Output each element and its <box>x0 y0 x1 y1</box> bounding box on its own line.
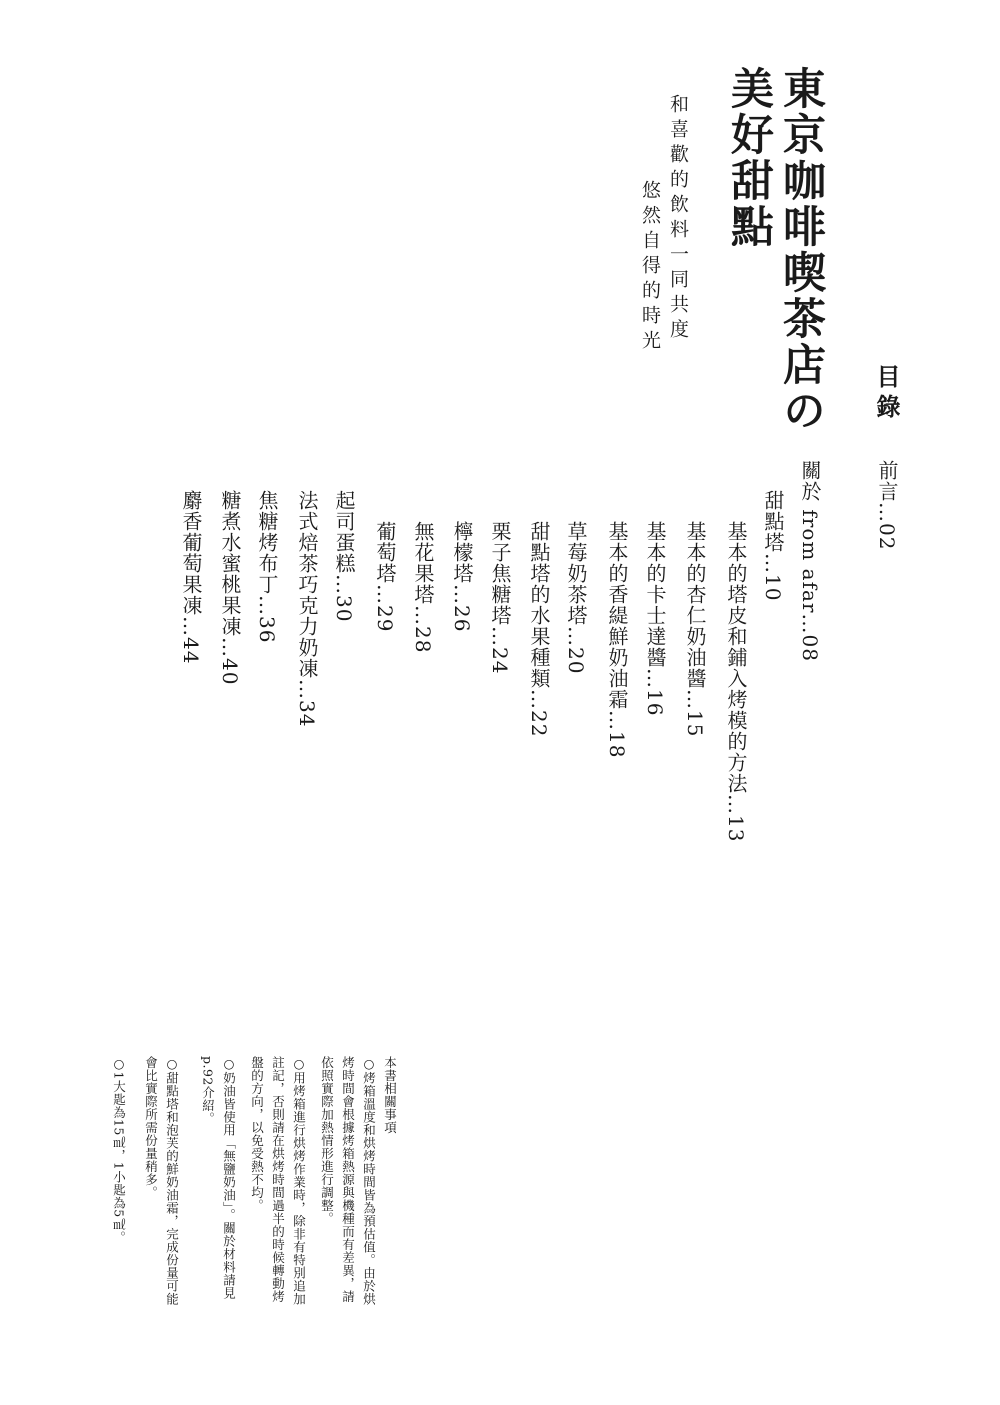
toc-heading: 目錄 <box>872 364 901 424</box>
toc-entry-strawberry-milk-tea-tart[interactable]: 草莓奶茶塔…20 <box>564 521 588 675</box>
notes-line: ○奶油皆使用「無鹽奶油」。關於材料請見 <box>221 1056 237 1300</box>
toc-entry-muscat-jelly[interactable]: 麝香葡萄果凍…44 <box>179 490 203 665</box>
toc-entry-lemon-tart[interactable]: 檸檬塔…26 <box>450 521 474 633</box>
toc-entry-chantilly-cream[interactable]: 基本的香緹鮮奶油霜…18 <box>605 521 629 759</box>
notes-line: 依照實際加熱情形進行調整。 <box>319 1056 335 1225</box>
toc-entry-custard[interactable]: 基本的卡士達醬…16 <box>643 521 667 717</box>
notes-line: ○甜點塔和泡芙的鮮奶油霜，完成份量可能 <box>164 1056 180 1306</box>
toc-entry-preface[interactable]: 前言…02 <box>875 460 899 551</box>
notes-line: ○用烤箱進行烘烤作業時，除非有特別追加 <box>291 1056 307 1306</box>
toc-entry-tart-fruit-types[interactable]: 甜點塔的水果種類…22 <box>527 521 551 738</box>
toc-entry-cheesecake[interactable]: 起司蛋糕…30 <box>332 490 356 623</box>
toc-entry-caramel-pudding[interactable]: 焦糖烤布丁…36 <box>255 490 279 644</box>
toc-entry-almond-cream[interactable]: 基本的杏仁奶油醬…15 <box>683 521 707 738</box>
book-title-line1: 東京咖啡喫茶店の <box>776 66 826 434</box>
notes-line: 盤的方向，以免受熱不均。 <box>249 1056 265 1212</box>
notes-line: ○1大匙為15㎖，1小匙為5㎖。 <box>111 1056 127 1244</box>
notes-line: ○烤箱溫度和烘烤時間皆為預估值。由於烘 <box>361 1056 377 1306</box>
book-subtitle-line1: 和喜歡的飲料一同共度 <box>667 94 689 344</box>
toc-entry-peach-compote-jelly[interactable]: 糖煮水蜜桃果凍…40 <box>218 490 242 686</box>
toc-entry-fig-tart[interactable]: 無花果塔…28 <box>411 521 435 654</box>
book-subtitle-line2: 悠然自得的時光 <box>639 180 661 355</box>
notes-line: 會比實際所需份量稍多。 <box>143 1056 159 1199</box>
toc-entry-basic-tart-crust[interactable]: 基本的塔皮和鋪入烤模的方法…13 <box>724 521 748 843</box>
toc-entry-hojicha-chocolate-panna-cotta[interactable]: 法式焙茶巧克力奶凍…34 <box>295 490 319 728</box>
notes-line: p.92介紹。 <box>200 1056 216 1125</box>
toc-entry-grape-tart[interactable]: 葡萄塔…29 <box>373 521 397 633</box>
toc-entry-chestnut-caramel-tart[interactable]: 栗子焦糖塔…24 <box>488 521 512 675</box>
book-title-line2: 美好甜點 <box>724 66 774 250</box>
notes-line: 烤時間會根據烤箱熱源與機種而有差異，請 <box>340 1056 356 1303</box>
toc-entry-about-from-afar[interactable]: 關於 from afar…08 <box>798 460 822 662</box>
notes-heading: 本書相關事項 <box>382 1056 398 1134</box>
notes-line: 註記，否則請在烘烤時間過半的時候轉動烤 <box>270 1056 286 1303</box>
toc-entry-tarts[interactable]: 甜點塔…10 <box>761 490 785 602</box>
